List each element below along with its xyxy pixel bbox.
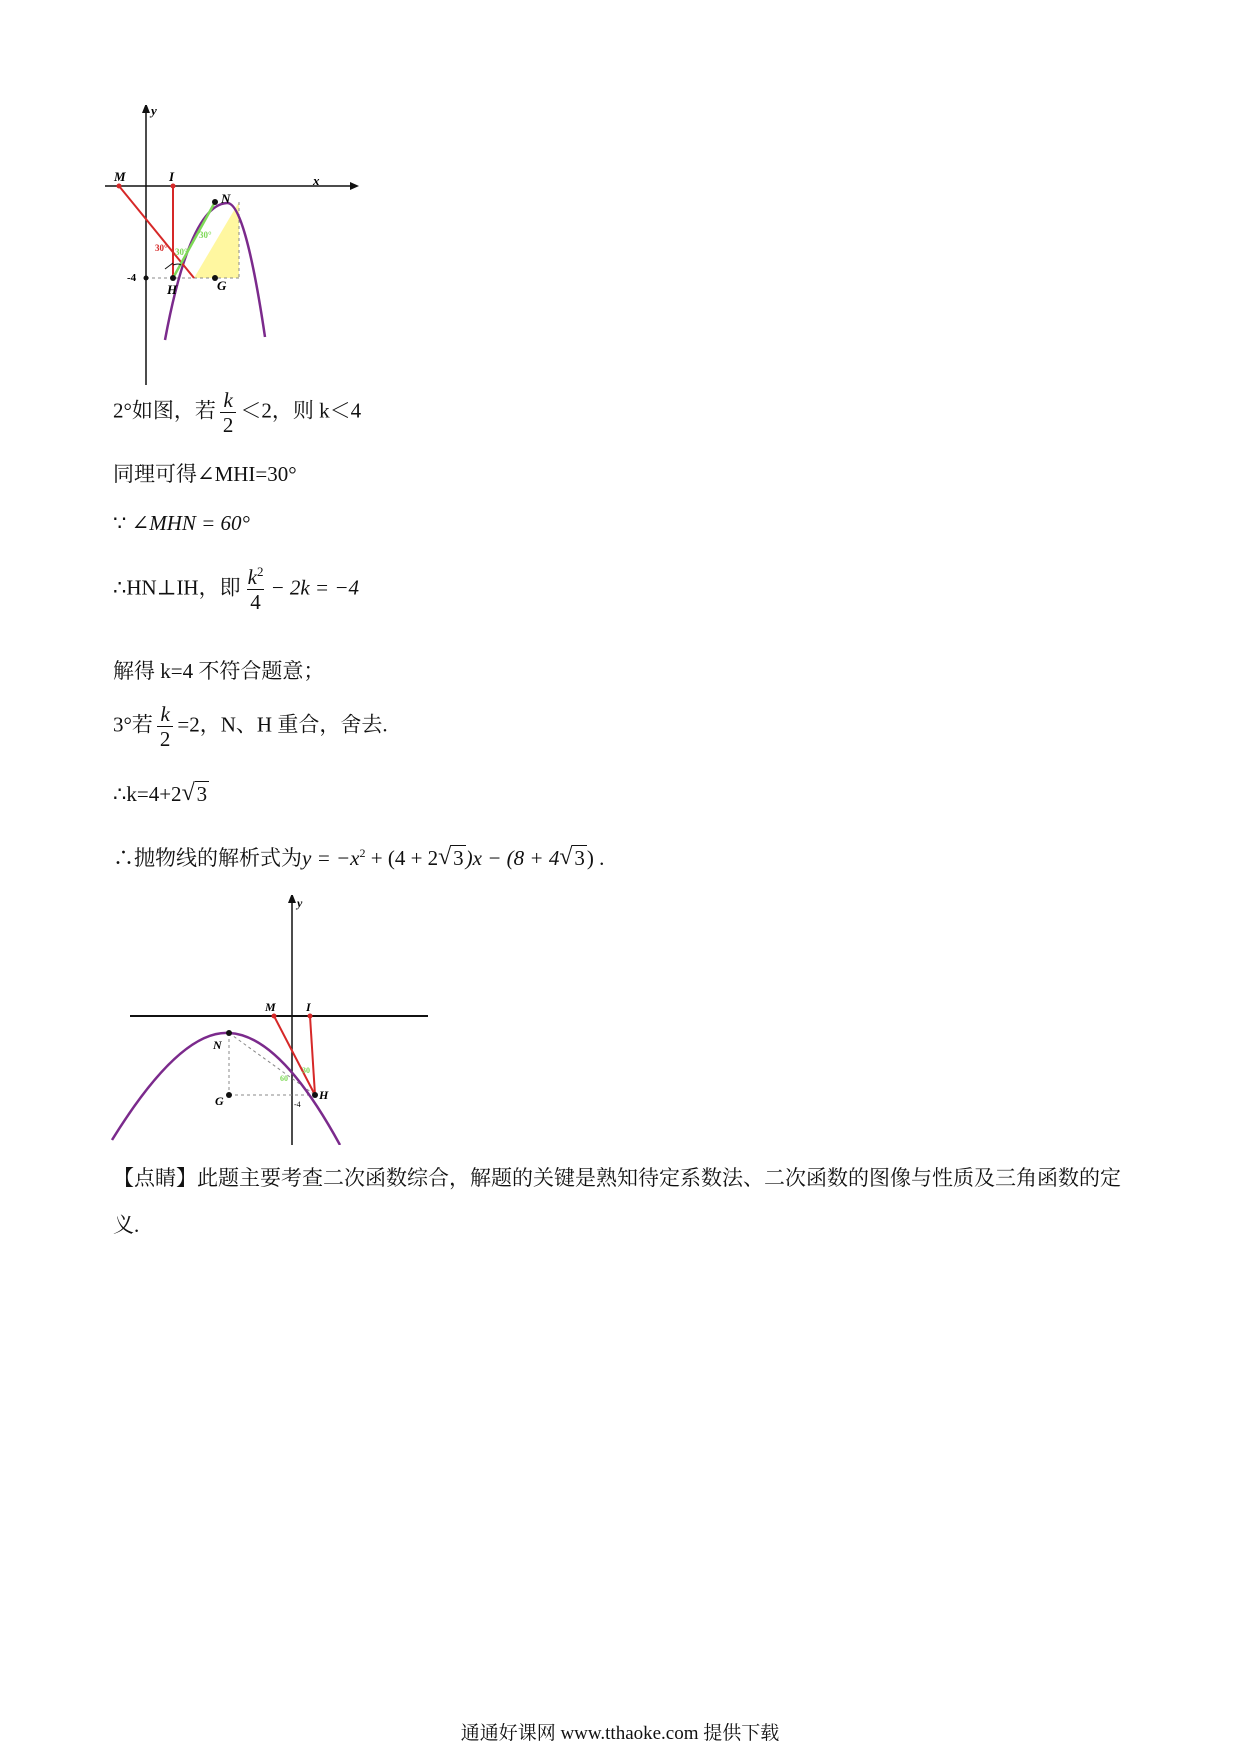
label-m: M (265, 1000, 276, 1014)
point-neg4 (144, 276, 149, 281)
y-axis-arrow (288, 895, 296, 903)
comment-paragraph: 【点睛】此题主要考查二次函数综合，解题的关键是熟知待定系数法、二次函数的图像与性质及三角函数的定义. (113, 1166, 1121, 1237)
label-i: I (306, 1000, 311, 1014)
point-i (308, 1014, 313, 1019)
line-angle-mhn: ∵ ∠MHN = 60° (113, 511, 250, 535)
point-g (226, 1092, 232, 1098)
angle-label-3: 30° (199, 230, 212, 240)
angle-arc-1 (165, 263, 173, 269)
point-h (170, 275, 176, 281)
point-m (117, 184, 122, 189)
label-i: I (169, 169, 175, 184)
x-axis-arrow (350, 182, 359, 190)
angle-label-30: 30 (302, 1066, 310, 1075)
label-n: N (221, 191, 231, 206)
segment-ih (310, 1016, 315, 1095)
line-angle-mhi: 同理可得∠MHI=30° (113, 462, 297, 486)
label-g: G (217, 278, 227, 293)
sqrt-3: √ 3 (181, 780, 208, 806)
label-y: y (151, 105, 157, 118)
parabola-curve (112, 1033, 340, 1145)
label-neg4: -4 (127, 272, 137, 284)
angle-label-60: 60 (280, 1074, 288, 1083)
y-axis-arrow (142, 105, 150, 113)
label-neg4: -4 (294, 1100, 301, 1109)
line-solve-k4: 解得 k=4 不符合题意； (113, 659, 325, 683)
point-n (212, 199, 218, 205)
line-case-3: 3°若 $\frac{k}{2}$ =2，N、H 重合，舍去. (113, 702, 388, 752)
label-y: y (297, 896, 303, 910)
fraction-k-over-2-b: $\frac{k}{2}$ (157, 702, 174, 751)
fraction-k2-over-4: $\frac{k^2}{4}$ (247, 564, 264, 615)
line-k-value: ∴k=4+2 √ 3 (113, 780, 208, 806)
point-i (171, 184, 176, 189)
page-footer: 通通好课网 www.tthaoke.com 提供下载 (460, 1723, 780, 1744)
fraction-k-over-2: $\frac{k}{2}$ (220, 388, 237, 437)
point-m (272, 1014, 277, 1019)
point-h (312, 1092, 318, 1098)
label-m: M (114, 169, 126, 184)
angle-label-1: 30° (155, 243, 168, 253)
line-perpendicular: ∴HN⊥IH，即 $\frac{k^2}{4}$ − 2k = −4 (113, 564, 360, 615)
yellow-triangle (194, 202, 239, 278)
figure-2-parabola-diagram (110, 895, 430, 1145)
label-g: G (215, 1094, 224, 1108)
line-case-2-condition: 2°如图，若 $\frac{k}{2}$ ＜2，则 k＜4 (113, 388, 362, 438)
figure-1-parabola-diagram (105, 105, 375, 385)
segment-mh (119, 186, 194, 278)
label-n: N (213, 1038, 222, 1052)
segment-mh (274, 1016, 315, 1095)
label-h: H (167, 282, 178, 297)
label-x: x (313, 173, 320, 188)
point-n (226, 1030, 232, 1036)
angle-label-2: 30° (175, 247, 188, 257)
line-parabola-expression: ∴抛物线的解析式为$y = -x^2 + (4 + 2$ √ 3)x − (8 + 4 √ 3) . (113, 844, 605, 870)
label-h: H (319, 1088, 329, 1102)
